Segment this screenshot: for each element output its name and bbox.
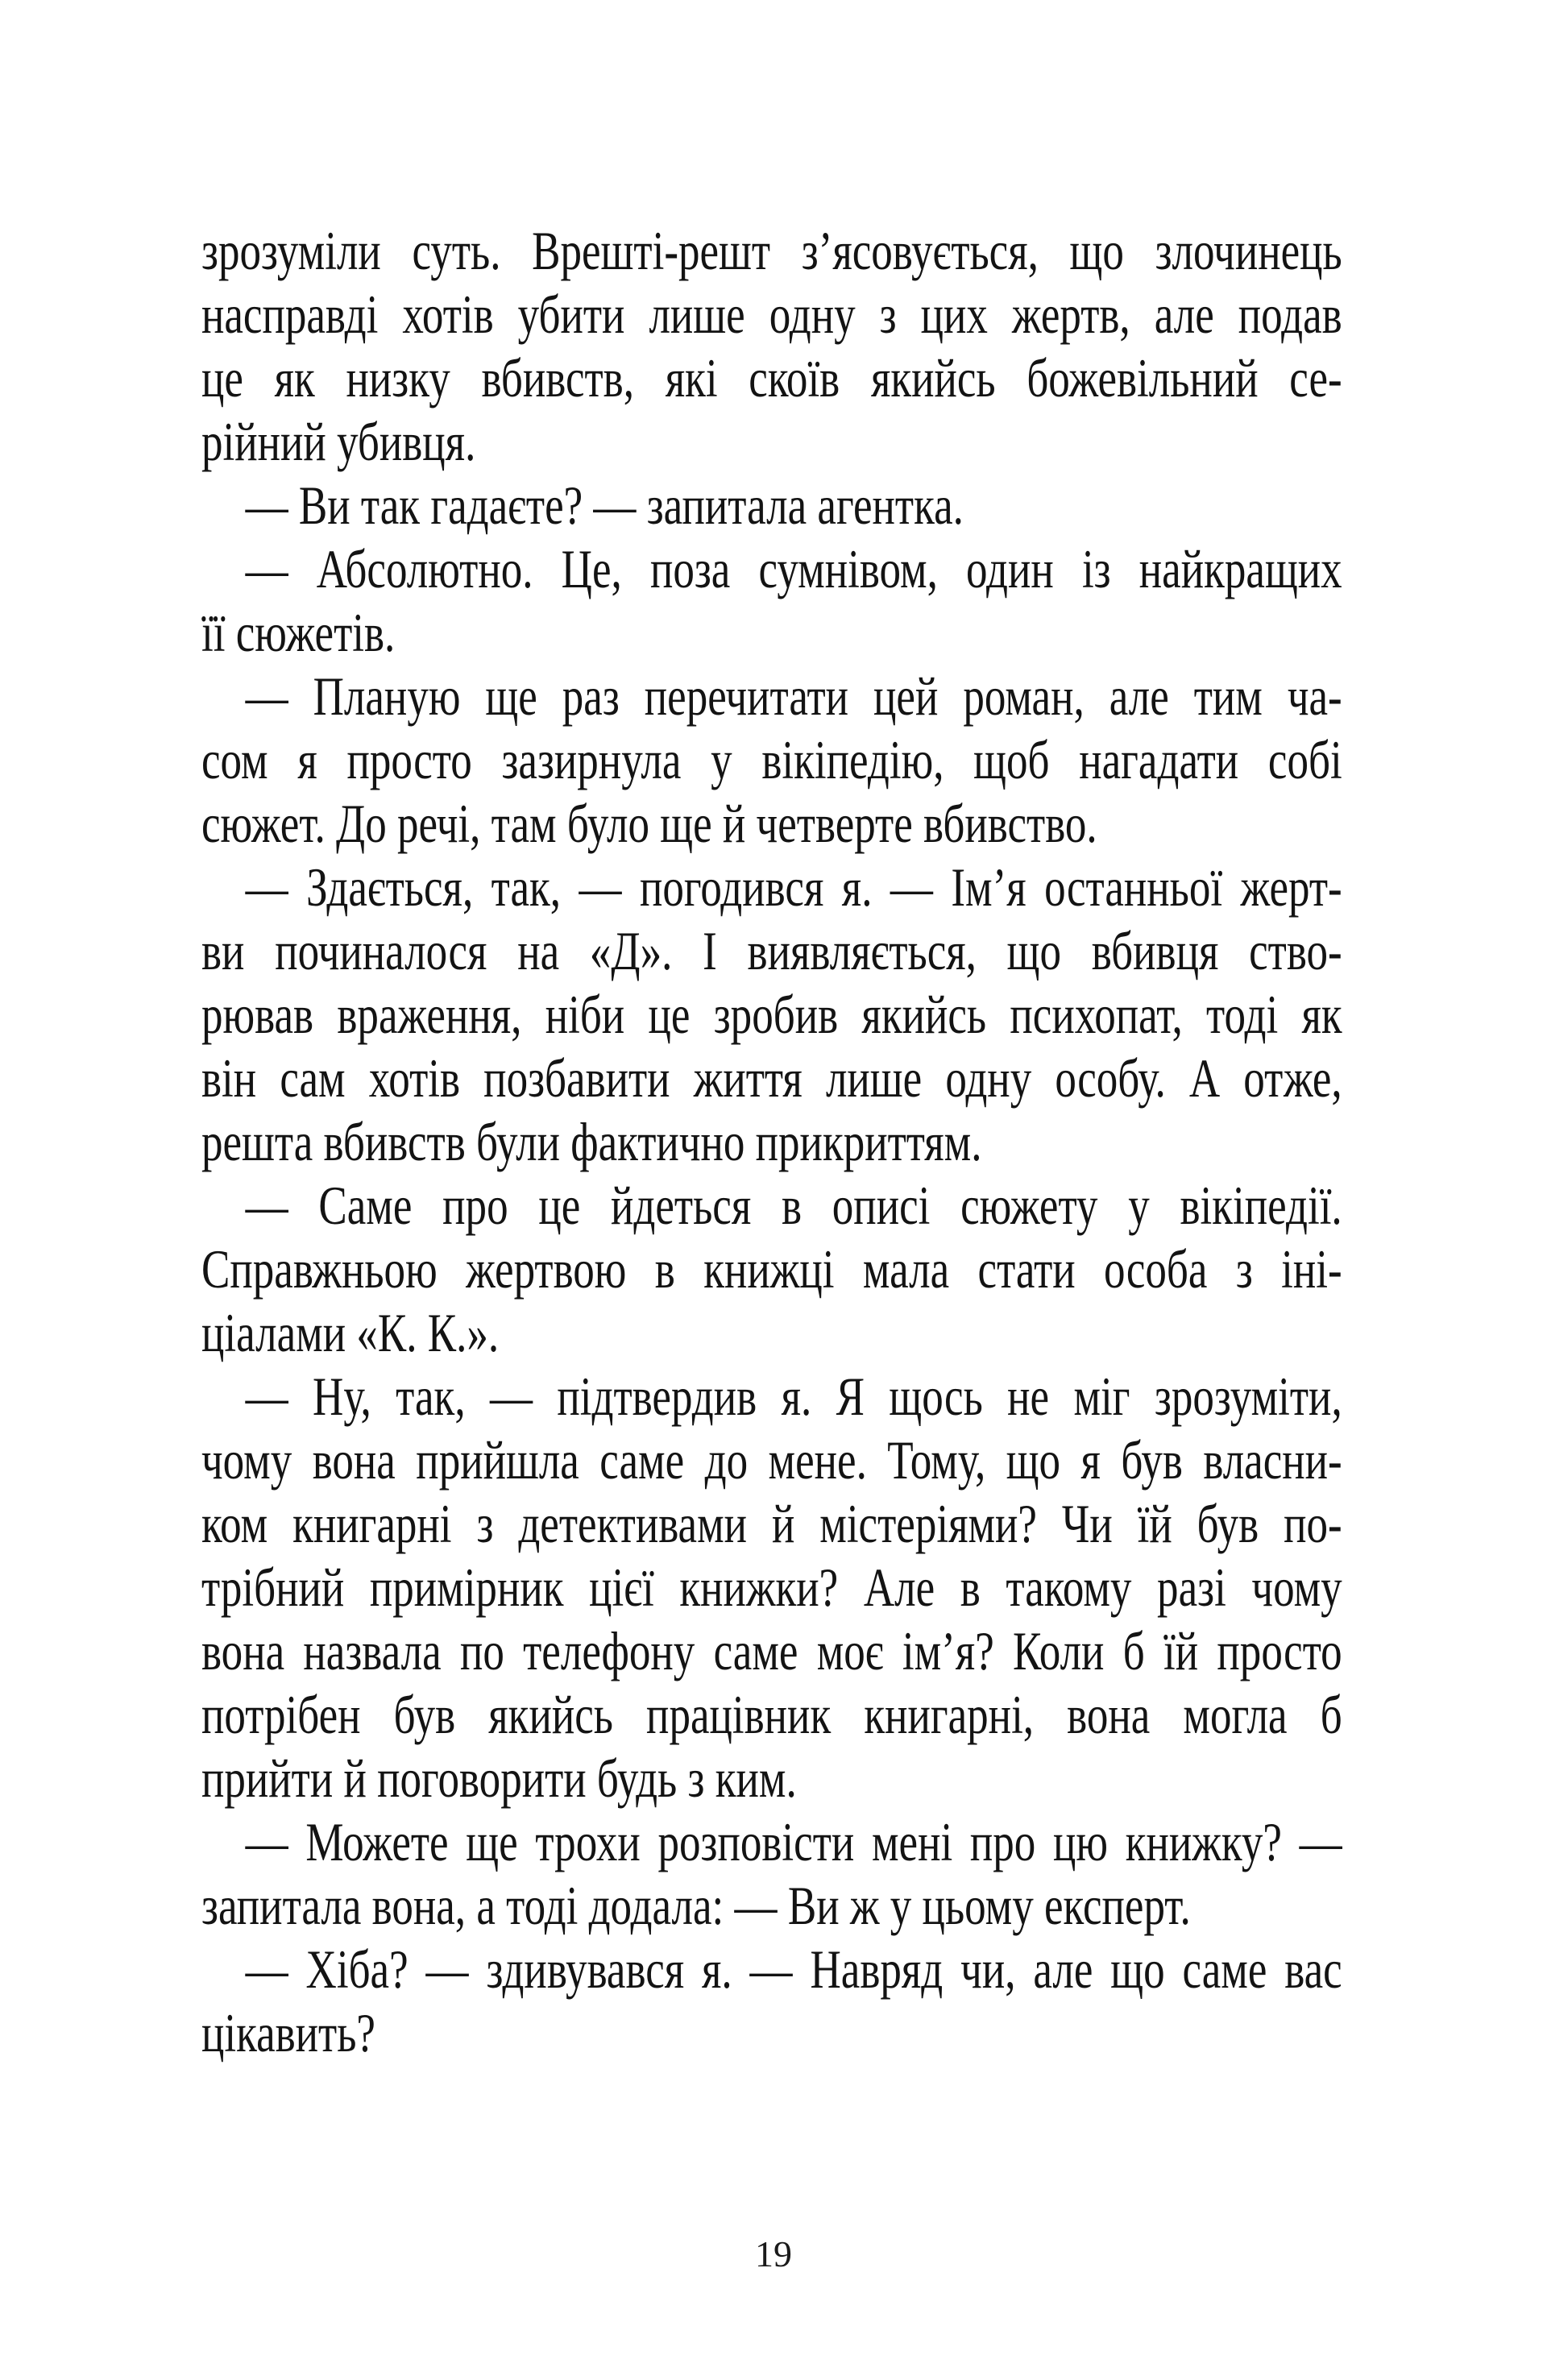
text-line: ком книгарні з детективами й містеріями? Чи їй був по-	[201, 1493, 1342, 1554]
text-line: — Ну, так, — підтвердив я. Я щось не міг зрозуміти,	[245, 1366, 1342, 1427]
page-number: 19	[755, 2233, 792, 2274]
text-line: її сюжетів.	[201, 602, 396, 663]
text-line: вона назвала по телефону саме моє ім’я? Коли б їй просто	[201, 1620, 1342, 1681]
text-line: — Здається, так, — погодився я. — Ім’я останньої жерт-	[245, 856, 1342, 918]
text-line: він сам хотів позбавити життя лише одну особу. А отже,	[201, 1047, 1342, 1109]
text-line: ви починалося на «Д». І виявляється, що вбивця ство-	[201, 920, 1342, 981]
text-line: — Абсолютно. Це, поза сумнівом, один із найкращих	[245, 538, 1342, 599]
text-line: — Хіба? — здивувався я. — Навряд чи, але що саме вас	[245, 1938, 1342, 2000]
page-text	[201, 219, 1342, 2065]
text-line: решта вбивств були фактично прикриттям.	[201, 1111, 982, 1172]
text-line: — Саме про це йдеться в описі сюжету у вікіпедії.	[245, 1175, 1342, 1236]
text-line: рював враження, ніби це зробив якийсь психопат, тоді як	[201, 984, 1342, 1045]
text-line: насправді хотів убити лише одну з цих жертв, але подав	[201, 284, 1342, 345]
text-line: зрозуміли суть. Врешті-решт з’ясовується, що злочинець	[201, 220, 1342, 281]
text-line: потрібен був якийсь працівник книгарні, вона могла б	[201, 1684, 1342, 1745]
text-line: це як низку вбивств, які скоїв якийсь божевільний се-	[201, 347, 1342, 408]
text-line: чому вона прийшла саме до мене. Тому, що я був власни-	[201, 1429, 1342, 1491]
text-line: — Можете ще трохи розповісти мені про цю книжку? —	[245, 1811, 1342, 1872]
text-line: запитала вона, а тоді додала: — Ви ж у цьому експерт.	[201, 1875, 1191, 1936]
text-line: ціалами «К. К.».	[201, 1302, 500, 1363]
text-line: прийти й поговорити будь з ким.	[201, 1748, 797, 1809]
text-line: цікавить?	[201, 2002, 375, 2063]
text-line: Справжньою жертвою в книжці мала стати особа з іні-	[201, 1238, 1342, 1300]
text-line: трібний примірник цієї книжки? Але в такому разі чому	[201, 1557, 1342, 1618]
text-line: — Ви так гадаєте? — запитала агентка.	[245, 475, 964, 536]
text-line: — Планую ще раз перечитати цей роман, але тим ча-	[245, 665, 1342, 727]
text-line: сом я просто зазирнула у вікіпедію, щоб нагадати собі	[201, 729, 1342, 790]
text-line: рійний убивця.	[201, 411, 476, 472]
text-line: сюжет. До речі, там було ще й четверте вбивство.	[201, 793, 1097, 854]
